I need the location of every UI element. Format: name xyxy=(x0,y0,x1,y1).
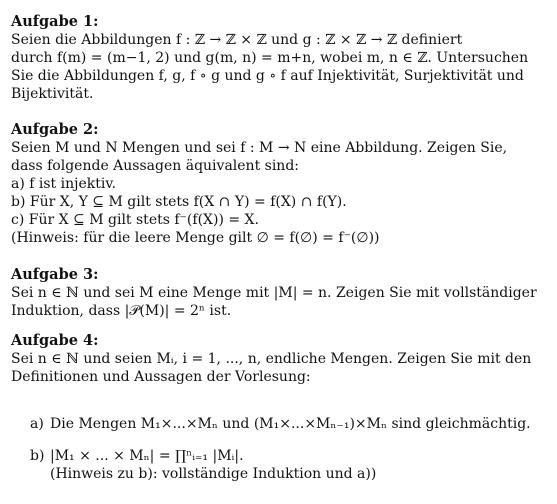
task-2-item-b: b) Für X, Y ⊆ M gilt stets f(X ∩ Y) = f(X) ∩ f(Y). xyxy=(11,194,347,210)
task-1-line-1-text: Seien die Abbildungen f : ℤ → ℤ × ℤ und g : ℤ × ℤ → ℤ definiert xyxy=(11,32,463,48)
task-2 xyxy=(11,121,531,247)
task-1 xyxy=(11,13,531,103)
task-2-item-a: a) f ist injektiv. xyxy=(11,176,117,192)
task-2-item-c: c) Für X ⊆ M gilt stets f⁻(f(X)) = X. xyxy=(11,212,259,228)
task-2-hint: (Hinweis: für die leere Menge gilt ∅ = f(∅) = f⁻(∅)) xyxy=(11,230,380,246)
task-3-line-2: Induktion, dass |𝒫(M)| = 2ⁿ ist. xyxy=(11,303,232,319)
task-1-line-3: Sie die Abbildungen f, g, f ∘ g und g ∘ f auf Injektivität, Surjektivität und xyxy=(11,68,524,84)
task-4 xyxy=(11,332,531,386)
task-4-item-b-label: b) xyxy=(30,448,45,464)
task-1-line-1 xyxy=(11,31,531,49)
task-4-line-1: Sei n ∈ ℕ und seien Mᵢ, i = 1, ..., n, endliche Mengen. Zeigen Sie mit den xyxy=(11,351,532,367)
task-4-item-b-text: |M₁ × ... × Mₙ| = ∏ⁿᵢ₌₁ |Mᵢ|. xyxy=(50,448,244,464)
task-4-item-a-label: a) xyxy=(30,416,44,432)
task-3-line-1: Sei n ∈ ℕ und sei M eine Menge mit |M| = n. Zeigen Sie mit vollständiger xyxy=(11,285,537,301)
task-4-item-b-hint-text: (Hinweis zu b): vollständige Induktion und a)) xyxy=(50,466,377,482)
task-2-title: Aufgabe 2: xyxy=(11,121,99,138)
task-1-line-2: durch f(m) = (m−1, 2) und g(m, n) = m+n, wobei m, n ∈ ℤ. Untersuchen xyxy=(11,50,529,66)
task-2-line-1: Seien M und N Mengen und sei f : M → N eine Abbildung. Zeigen Sie, xyxy=(11,140,508,156)
task-4-item-b-hint xyxy=(30,465,376,483)
task-3 xyxy=(11,266,537,320)
task-2-line-2: dass folgende Aussagen äquivalent sind: xyxy=(11,158,300,174)
task-1-title: Aufgabe 1: xyxy=(11,13,99,30)
task-1-line-4: Bijektivität. xyxy=(11,86,94,102)
task-3-title: Aufgabe 3: xyxy=(11,266,99,283)
task-4-line-2: Definitionen und Aussagen der Vorlesung: xyxy=(11,369,311,385)
task-4-item-b xyxy=(30,447,244,465)
task-4-title: Aufgabe 4: xyxy=(11,332,99,349)
task-4-item-a xyxy=(30,415,531,433)
task-4-item-a-text: Die Mengen M₁×...×Mₙ und (M₁×...×Mₙ₋₁)×Mₙ sind gleichmächtig. xyxy=(50,416,531,432)
